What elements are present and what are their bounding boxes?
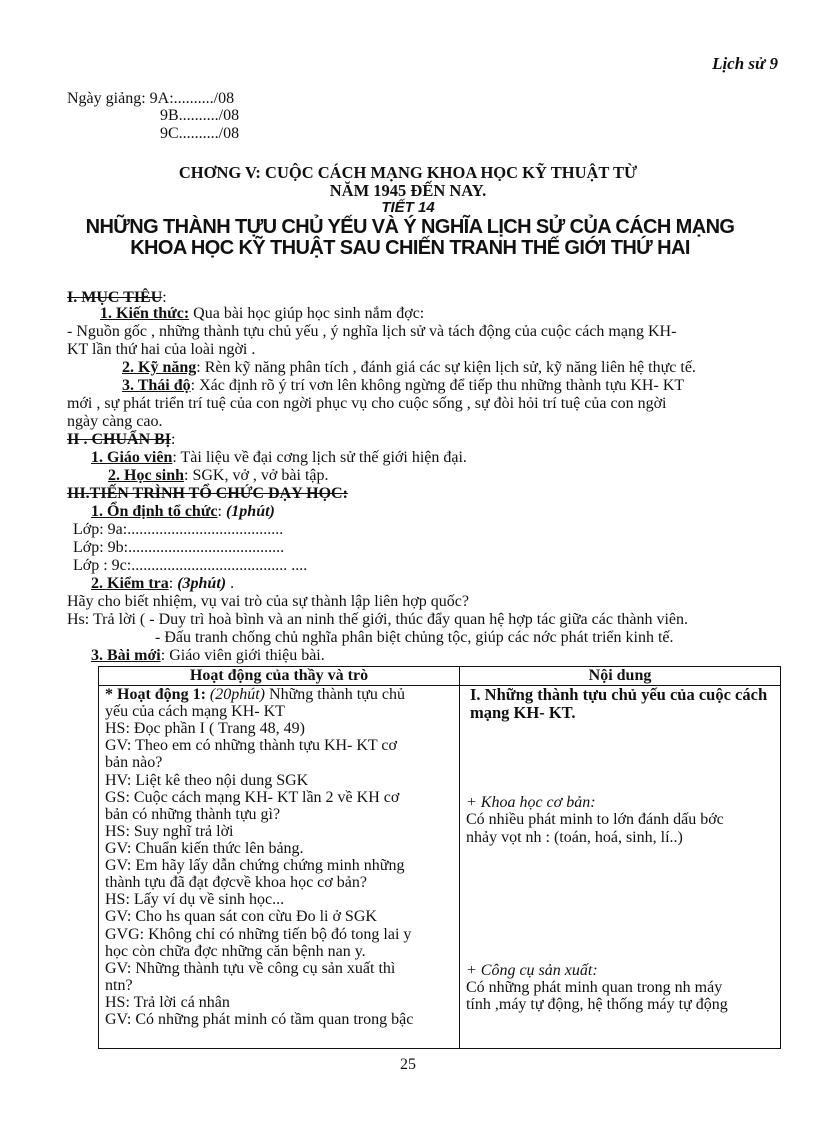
- activity-time: (20phút): [209, 686, 266, 703]
- activity-line: HS: Đọc phần I ( Trang 48, 49): [105, 720, 305, 738]
- activity-line: GV: Những thành tựu về công cụ sản xuất thì: [105, 959, 396, 977]
- activity-title: [105, 686, 453, 703]
- chapter-title-line2: NĂM 1945 ĐẾN NAY.: [329, 181, 487, 200]
- org-row: [91, 504, 275, 521]
- activity-desc-2: yếu của cách mạng KH- KT: [105, 703, 285, 721]
- attitude-text: : Xác định rõ ý trí vơn lên không ngừng để tiếp thu những thành tựu KH- KT: [190, 377, 685, 394]
- activity-line: GV: Cho hs quan sát con cừu Đo li ở SGK: [105, 908, 377, 926]
- attitude-row: [122, 378, 684, 395]
- check-row: [91, 576, 234, 593]
- objectives-heading-text: I. MỤC TIÊU: [67, 289, 163, 306]
- preparation-heading: [67, 432, 175, 449]
- teacher-row: [91, 450, 467, 467]
- content-cell: [459, 686, 780, 1049]
- check-answer-2: - Đấu tranh chống chủ nghĩa phân biệt chủng tộc, giúp các nớc phát triển kinh tế.: [155, 629, 674, 646]
- class-row-9b: Lớp: 9b:.......................................: [73, 539, 285, 556]
- check-time: (3phút): [177, 575, 227, 592]
- objectives-heading-suffix: :: [162, 289, 167, 306]
- content-heading: I. Những thành tựu chủ yếu của cuộc cách mạng KH- KT.: [469, 685, 768, 722]
- attitude-line2: mới , sự phát triển trí tuệ của con ngời phục vụ cho cuộc sống , sự đòi hỏi trí tuệ của con ngời: [67, 395, 667, 412]
- knowledge-bullet-2: KT lần thứ hai của loài ngời .: [67, 341, 256, 358]
- lesson-title-line2: KHOA HỌC KỸ THUẬT SAU CHIẾN TRANH THẾ GIỚI THỨ HAI: [130, 236, 690, 259]
- teacher-label: 1. Giáo viên: [91, 449, 173, 466]
- teacher-text: : Tài liệu về đại cơng lịch sử thế giới hiện đại.: [172, 449, 467, 466]
- activity-line: HS: Trả lời cá nhân: [105, 993, 230, 1011]
- activity-line: thành tựu đã đạt đợcvề khoa học cơ bản?: [105, 874, 367, 892]
- knowledge-text: Qua bài học giúp học sinh nắm đợc:: [193, 305, 425, 322]
- knowledge-bullet-1: - Nguồn gốc , những thành tựu chủ yếu , ý nghĩa lịch sử và tách động của cuộc cách mạng KH-: [67, 323, 677, 340]
- activity-line: HS: Lấy ví dụ về sinh học...: [105, 891, 285, 909]
- class-row-9a: Lớp: 9a:.......................................: [73, 521, 284, 538]
- activity-line: GV: Chuẩn kiến thức lên bảng.: [105, 839, 304, 857]
- chapter-title-line1: CHƠNG V: CUỘC CÁCH MẠNG KHOA HỌC KỸ THUẬT TỪ: [178, 163, 638, 182]
- check-question: Hãy cho biết nhiệm, vụ vai trò của sự thành lập liên hợp quốc?: [67, 593, 469, 610]
- lesson-title: [60, 217, 760, 258]
- activity-line: ntn?: [105, 976, 133, 994]
- tools-text-2: tính ,máy tự động, hệ thống máy tự động: [465, 995, 728, 1013]
- procedure-heading-text: III.TIẾN TRÌNH TỔ CHỨC DẠY HỌC:: [67, 485, 348, 502]
- skill-row: [122, 360, 696, 377]
- preparation-heading-text: II . CHUẨN BỊ: [67, 431, 172, 448]
- new-lesson-label: 3. Bài mới: [91, 647, 161, 664]
- preparation-heading-suffix: :: [171, 431, 176, 448]
- date-row-9a: [67, 91, 234, 108]
- header-activities: Hoạt động của thầy và trò: [99, 667, 460, 686]
- activity-line: bản có những thành tựu gì?: [105, 805, 281, 823]
- attitude-line3: ngày càng cao.: [67, 413, 163, 430]
- activity-line: học còn chữa đợc những căn bệnh nan y.: [105, 942, 366, 960]
- lesson-plan-table: [98, 666, 781, 1049]
- activity-line: HS: Suy nghĩ trả lời: [105, 822, 234, 840]
- skill-label: 2. Kỹ năng: [122, 359, 197, 376]
- lesson-number: TIẾT 14: [381, 199, 435, 216]
- tools-label: + Công cụ sản xuất:: [465, 961, 598, 979]
- activity-line: GV: Theo em có những thành tựu KH- KT cơ: [105, 737, 397, 755]
- table-header-row: [99, 667, 781, 686]
- knowledge-label: 1. Kiến thức:: [100, 305, 190, 322]
- student-text: : SGK, vở , vở bài tập.: [184, 467, 329, 484]
- class-row-9c: Lớp : 9c:....................................... ....: [73, 557, 308, 574]
- activity-line: GV: Em hãy lấy dẫn chứng chứng minh những: [105, 857, 405, 875]
- header-content: Nội dung: [459, 667, 780, 686]
- activity-desc: Những thành tựu chủ: [265, 686, 406, 703]
- date-label: Ngày giảng:: [67, 90, 146, 107]
- check-text: :: [168, 575, 178, 592]
- date-9c: 9C........../08: [160, 125, 240, 142]
- check-answer-1: Hs: Trả lời ( - Duy trì hoà bình và an ninh thế giới, thúc đẩy quan hệ hợp tác giữa các thành viên.: [67, 611, 689, 628]
- activity-line: GV: Có những phát minh có tầm quan trong bậc: [105, 1011, 414, 1029]
- table-row: [99, 686, 781, 1049]
- skill-text: : Rèn kỹ năng phân tích , đánh giá các sự kiện lịch sử, kỹ năng liên hệ thực tế.: [196, 359, 696, 376]
- attitude-label: 3. Thái độ: [122, 377, 191, 394]
- student-label: 2. Học sinh: [108, 467, 185, 484]
- activity-line: bản nào?: [105, 754, 163, 772]
- basic-science-text-2: nhảy vọt nh : (toán, hoá, sinh, lí..): [465, 828, 683, 846]
- activity-line: GS: Cuộc cách mạng KH- KT lần 2 về KH cơ: [105, 788, 400, 806]
- activity-title-label: * Hoạt động 1:: [105, 686, 206, 703]
- check-suffix: .: [226, 575, 235, 592]
- org-time: (1phút): [225, 503, 275, 520]
- check-label: 2. Kiểm tra: [91, 575, 169, 592]
- knowledge-row: [100, 306, 424, 323]
- activity-line: HV: Liệt kê theo nội dung SGK: [105, 771, 309, 789]
- lesson-title-line1: NHỮNG THÀNH TỰU CHỦ YẾU VÀ Ý NGHĨA LỊCH SỬ CỦA CÁCH MẠNG: [85, 216, 735, 238]
- org-text: :: [217, 503, 226, 520]
- date-9b: 9B........../08: [160, 107, 240, 124]
- date-9a: 9A:........../08: [149, 90, 235, 107]
- procedure-heading: [67, 486, 348, 503]
- subject-header: Lịch sử 9: [712, 54, 778, 73]
- org-label: 1. Ổn định tổ chức: [91, 503, 218, 520]
- tools-text-1: Có những phát minh quan trong nh máy: [465, 978, 723, 996]
- page-number: 25: [400, 1056, 416, 1073]
- basic-science-text-1: Có nhiều phát minh to lớn đánh dấu bớc: [465, 811, 724, 829]
- basic-science-label: + Khoa học cơ bản:: [465, 794, 596, 812]
- activities-cell: [99, 686, 460, 1049]
- new-lesson-text: : Giáo viên giới thiệu bài.: [160, 647, 325, 664]
- activity-line: GVG: Không chỉ có những tiến bộ đó tong lai y: [105, 925, 412, 943]
- student-row: [108, 468, 328, 485]
- new-lesson-row: [91, 648, 325, 665]
